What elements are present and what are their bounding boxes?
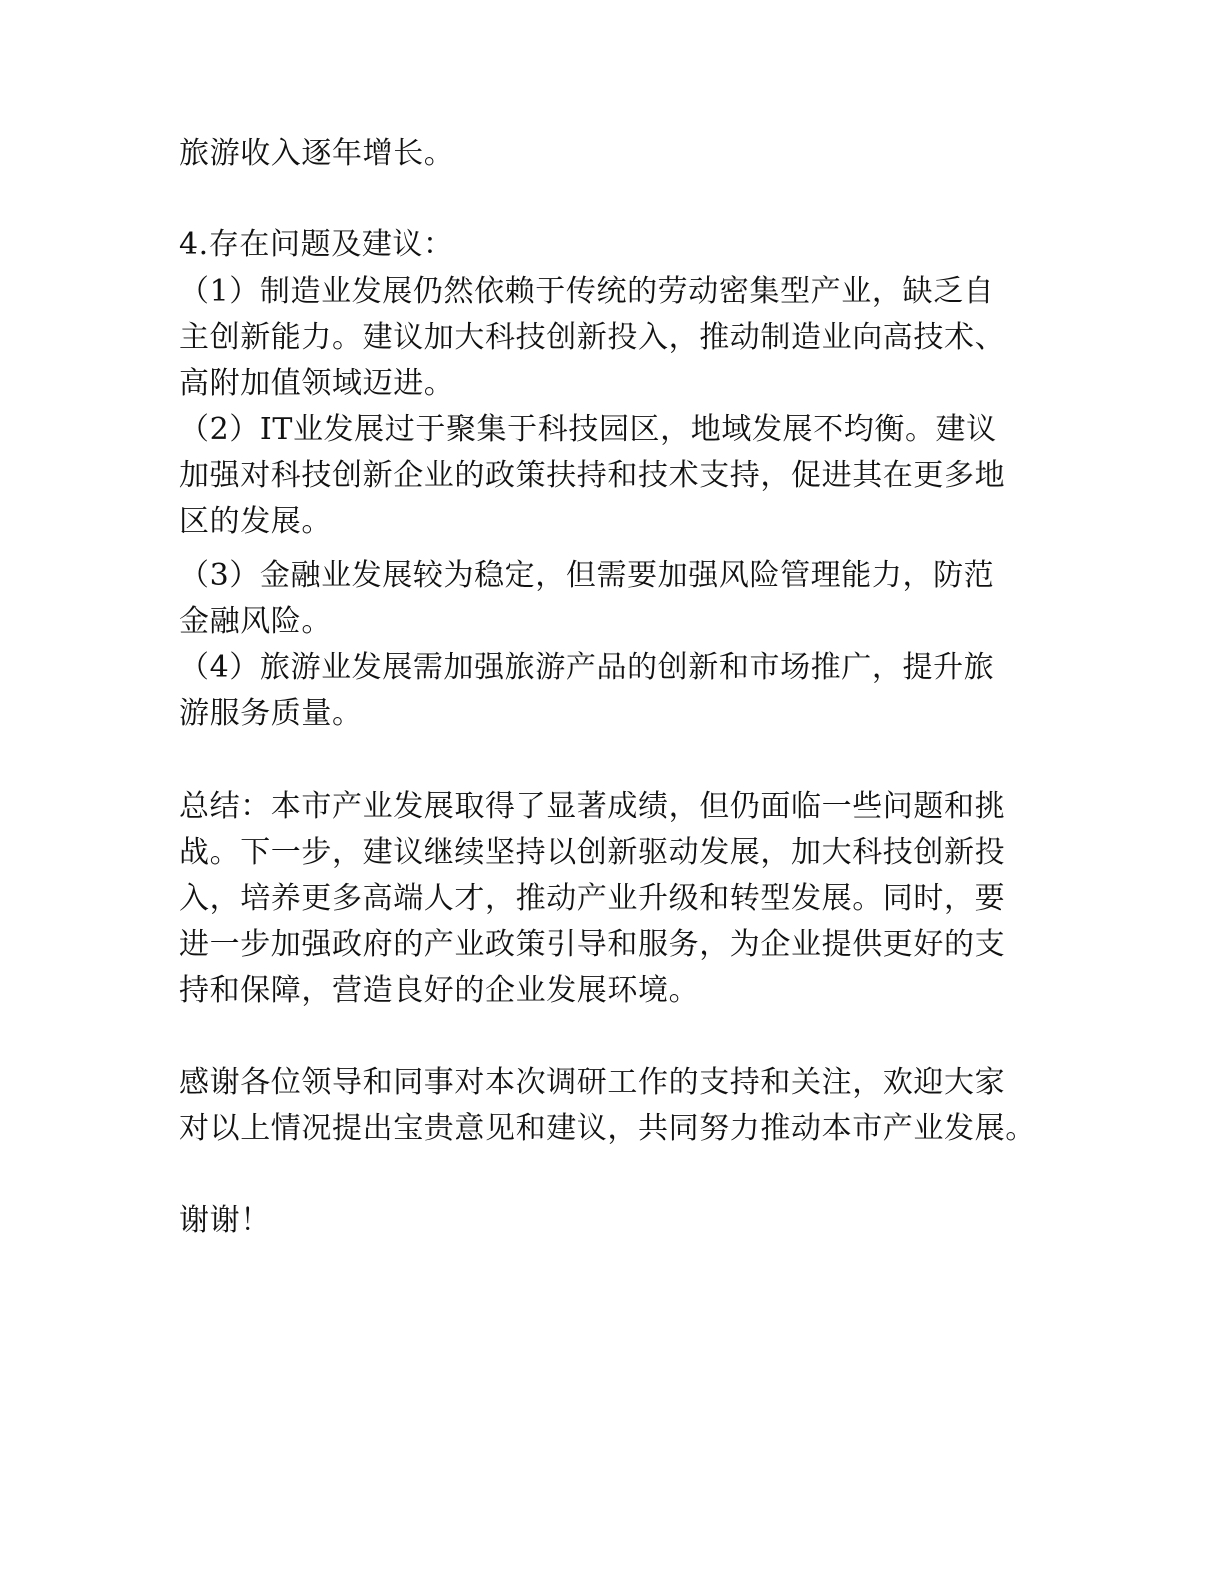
text-line-problem-4: （4）旅游业发展需加强旅游产品的创新和市场推广，提升旅 — [179, 650, 995, 685]
text-line-thanks-paragraph: 对以上情况提出宝贵意见和建议，共同努力推动本市产业发展。 — [179, 1111, 1036, 1146]
text-line-summary: 总结：本市产业发展取得了显著成绩，但仍面临一些问题和挑 — [179, 789, 1006, 824]
text-line-problem-1: （1）制造业发展仍然依赖于传统的劳动密集型产业，缺乏自 — [179, 274, 995, 309]
text-line-summary: 入，培养更多高端人才，推动产业升级和转型发展。同时，要 — [179, 881, 1006, 916]
text-line-summary: 战。下一步，建议继续坚持以创新驱动发展，加大科技创新投 — [179, 835, 1006, 870]
text-line-problem-2: 区的发展。 — [179, 504, 332, 539]
text-line-summary: 进一步加强政府的产业政策引导和服务，为企业提供更好的支 — [179, 927, 1006, 962]
text-line-problem-3: （3）金融业发展较为稳定，但需要加强风险管理能力，防范 — [179, 558, 995, 593]
text-line-summary: 持和保障，营造良好的企业发展环境。 — [179, 973, 700, 1008]
text-line-tourism-income: 旅游收入逐年增长。 — [179, 136, 455, 171]
text-line-problem-2: 加强对科技创新企业的政策扶持和技术支持，促进其在更多地 — [179, 458, 1006, 493]
text-line-problem-3: 金融风险。 — [179, 604, 332, 639]
text-line-problem-2: （2）IT业发展过于聚集于科技园区，地域发展不均衡。建议 — [179, 412, 997, 447]
text-line-problem-1: 高附加值领域迈进。 — [179, 366, 455, 401]
section-heading-problems-suggestions: 4.存在问题及建议： — [179, 227, 454, 262]
text-line-problem-4: 游服务质量。 — [179, 696, 363, 731]
text-line-closing: 谢谢！ — [179, 1203, 271, 1238]
text-line-problem-1: 主创新能力。建议加大科技创新投入，推动制造业向高技术、 — [179, 320, 1006, 355]
text-line-thanks-paragraph: 感谢各位领导和同事对本次调研工作的支持和关注，欢迎大家 — [179, 1065, 1006, 1100]
